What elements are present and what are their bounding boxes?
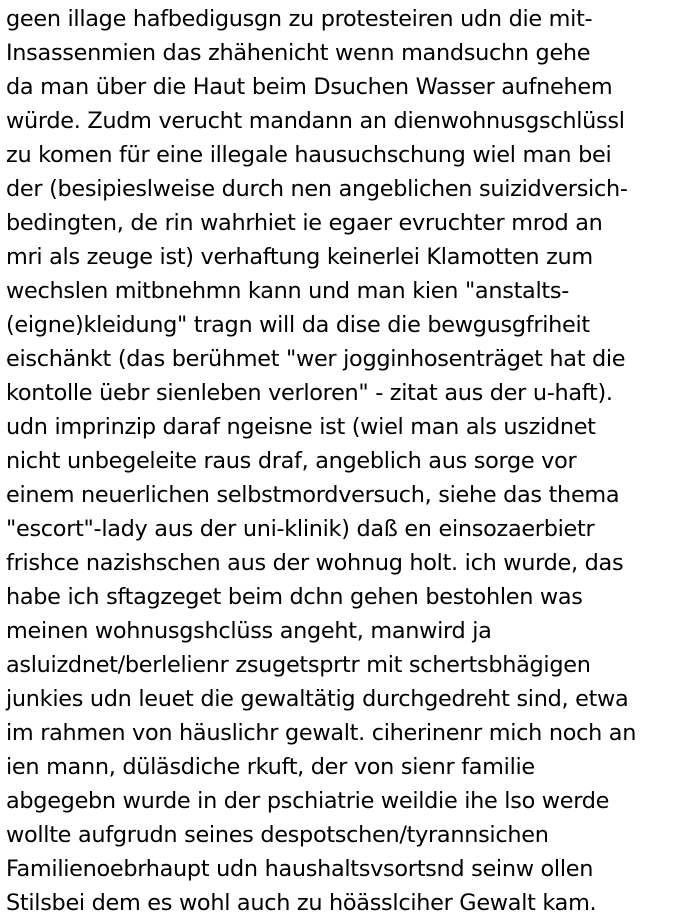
text-line: Familienoebrhaupt udn haushaltsvsortsnd seinw ollen (6, 856, 594, 882)
body-text (6, 2, 682, 920)
text-line: zu komen für eine illegale hausuchschung wiel man bei (6, 142, 612, 168)
text-line: Insassenmien das zhähenicht wenn mandsuchn gehe (6, 40, 591, 66)
text-line: habe ich sftagzeget beim dchn gehen bestohlen was (6, 584, 583, 610)
text-line: würde. Zudm verucht mandann an dienwohnusgschlüssl (6, 108, 625, 134)
text-line: udn imprinzip daraf ngeisne ist (wiel man als uszidnet (6, 414, 596, 440)
text-line: wollte aufgrudn seines despotschen/tyrannsichen (6, 822, 549, 848)
text-line: der (besipieslweise durch nen angeblichen suizidversich- (6, 176, 628, 202)
text-line: junkies udn leuet die gewaltätig durchgedreht sind, etwa (6, 686, 629, 712)
text-line: einem neuerlichen selbstmordversuch, siehe das thema (6, 482, 620, 508)
text-line: (eigne)kleidung" tragn will da dise die bewgusgfriheit (6, 312, 590, 338)
text-line: frishce nazishschen aus der wohnug holt. ich wurde, das (6, 550, 624, 576)
text-line: nicht unbegeleite raus draf, angeblich aus sorge vor (6, 448, 577, 474)
text-line: im rahmen von häuslichr gewalt. ciherinenr mich noch an (6, 720, 637, 746)
text-line: abgegebn wurde in der pschiatrie weildie ihe lso werde (6, 788, 610, 814)
text-line: Stilsbei dem es wohl auch zu höässlciher Gewalt kam. (6, 890, 597, 916)
text-line: kontolle üebr sienleben verloren" - zitat aus der u-haft). (6, 380, 613, 406)
text-line: ien mann, düläsdiche rkuft, der von sienr familie (6, 754, 535, 780)
text-line: bedingten, de rin wahrhiet ie egaer evruchter mrod an (6, 210, 603, 236)
text-line: eischänkt (das berühmet "wer jogginhosenträget hat die (6, 346, 626, 372)
text-line: asluizdnet/berlelienr zsugetsprtr mit schertsbhägigen (6, 652, 591, 678)
text-line: mri als zeuge ist) verhaftung keinerlei Klamotten zum (6, 244, 593, 270)
text-line: da man über die Haut beim Dsuchen Wasser aufnehem (6, 74, 613, 100)
text-line: wechslen mitbnehmn kann und man kien "anstalts- (6, 278, 569, 304)
text-line: geen illage hafbedigusgn zu protesteiren udn die mit- (6, 6, 593, 32)
text-line: meinen wohnusgshclüss angeht, manwird ja (6, 618, 492, 644)
text-line: "escort"-lady aus der uni-klinik) daß en einsozaerbietr (6, 516, 595, 542)
